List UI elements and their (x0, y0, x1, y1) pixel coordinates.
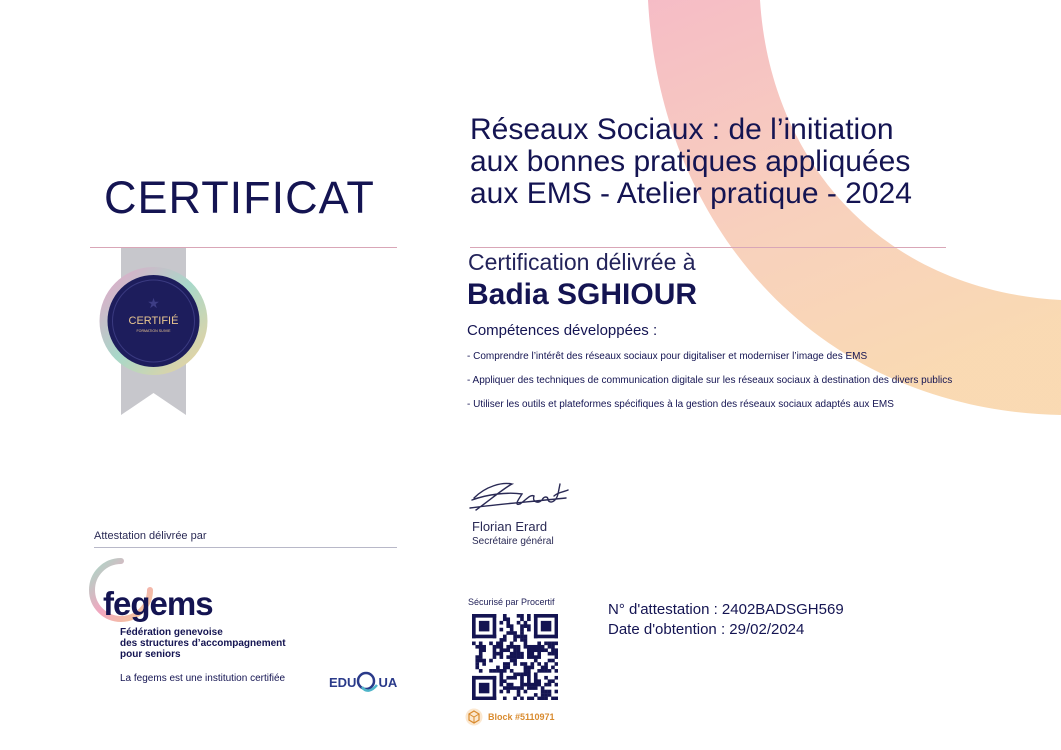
fegems-logo-text: fegems (103, 585, 213, 622)
issuer-full-name (120, 627, 286, 660)
issuer-label: Attestation délivrée par (94, 530, 207, 542)
skill-item: - Comprendre l’intérêt des réseaux sociaux pour digitaliser et moderniser l’image des EMS (467, 351, 868, 362)
issuer-divider (94, 547, 397, 548)
right-divider (470, 247, 946, 248)
issuer-name-line: pour seniors (120, 649, 181, 660)
eduqua-q-icon (356, 671, 378, 693)
certificate-heading: CERTIFICAT (104, 172, 375, 223)
signature-image (468, 478, 572, 518)
delivered-to-label: Certification délivrée à (468, 249, 696, 275)
badge-title: CERTIFIÉ (128, 315, 179, 327)
eduqua-suffix: UA (378, 675, 398, 690)
eduqua-prefix: EDU (329, 675, 357, 690)
issuer-name-line: des structures d’accompagnement (120, 638, 286, 649)
certified-badge (96, 248, 212, 418)
course-title (470, 114, 960, 210)
block-number-link[interactable]: Block #5110971 (488, 712, 555, 722)
signatory-name: Florian Erard (472, 519, 548, 534)
skill-item: - Utiliser les outils et plateformes spécifiques à la gestion des réseaux sociaux adaptés aux EMS (467, 399, 894, 410)
course-title-line: aux EMS - Atelier pratique - 2024 (470, 177, 912, 210)
qr-code[interactable] (472, 614, 558, 700)
date-obtained: Date d'obtention : 29/02/2024 (608, 621, 805, 638)
eduqua-logo (329, 671, 397, 693)
secured-by-label: Sécurisé par Procertif (468, 597, 555, 607)
course-title-line: Réseaux Sociaux : de l’initiation (470, 113, 894, 146)
svg-text:★: ★ (147, 296, 160, 312)
attestation-number: N° d'attestation : 2402BADSGH569 (608, 601, 844, 618)
badge-subtitle: FORMATION SUIVIE (136, 329, 171, 333)
course-title-line: aux bonnes pratiques appliquées (470, 145, 911, 178)
signatory-role: Secrétaire général (472, 536, 554, 547)
skills-heading: Compétences développées : (467, 322, 658, 339)
signature-text: Erard (468, 478, 471, 479)
issuer-name-line: Fédération genevoise (120, 627, 223, 638)
skill-item: - Appliquer des techniques de communication digitale sur les réseaux sociaux à destination des divers publics (467, 375, 953, 386)
certified-institution-note: La fegems est une institution certifiée (120, 673, 286, 684)
recipient-name: Badia SGHIOUR (467, 278, 698, 311)
block-hexagon-icon (465, 708, 483, 726)
